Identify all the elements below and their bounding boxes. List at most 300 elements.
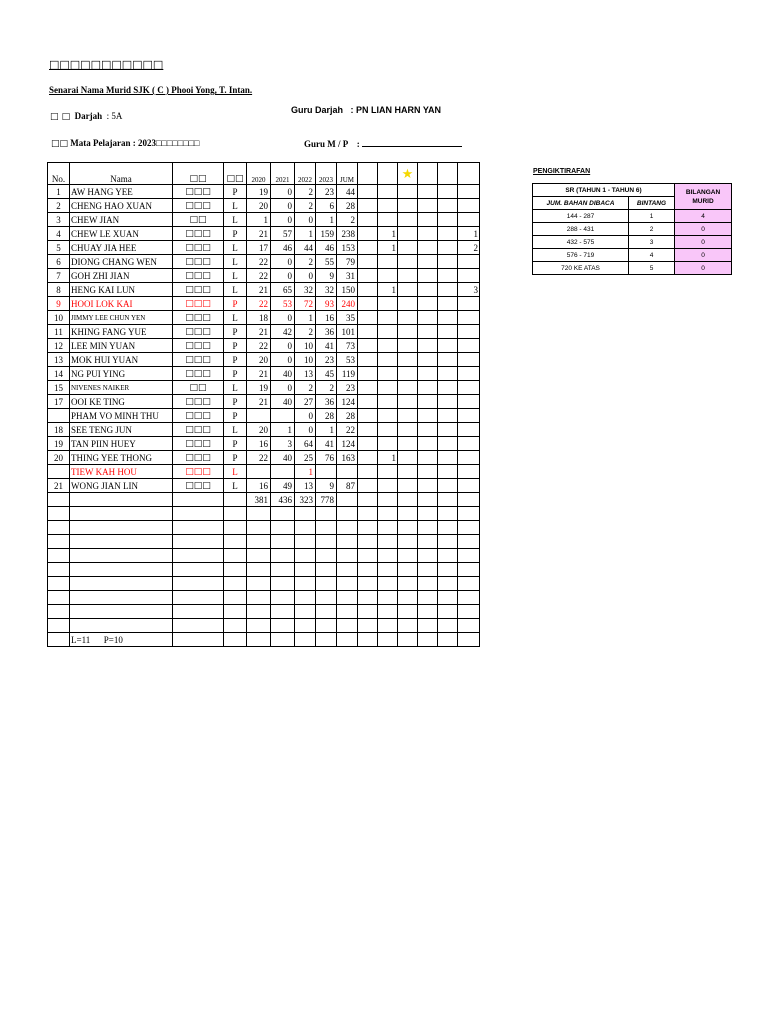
table-row xyxy=(48,255,480,269)
blank-cell xyxy=(358,199,378,213)
student-chinese-name: □□□ xyxy=(173,283,224,297)
blank-cell xyxy=(358,185,378,199)
guru-darjah-label: Guru Darjah xyxy=(291,105,344,115)
header-blank-3 xyxy=(418,163,438,185)
flag-cell-1 xyxy=(378,297,398,311)
score-2022: 0 xyxy=(295,269,316,283)
blank-cell xyxy=(438,577,458,591)
header-blank-2 xyxy=(378,163,398,185)
score-jum: 73 xyxy=(337,339,358,353)
blank-cell xyxy=(358,255,378,269)
blank-cell xyxy=(48,493,70,507)
blank-cell xyxy=(418,339,438,353)
score-2020: 22 xyxy=(247,451,271,465)
header-blank-5 xyxy=(458,163,480,185)
table-row xyxy=(48,199,480,213)
score-2022: 2 xyxy=(295,199,316,213)
flag-cell-2 xyxy=(458,325,480,339)
score-2023: 46 xyxy=(316,241,337,255)
student-sex: L xyxy=(224,283,247,297)
totals-row xyxy=(48,493,480,507)
score-2021: 0 xyxy=(271,213,295,227)
table-row xyxy=(48,395,480,409)
blank-cell xyxy=(295,605,316,619)
blank-cell xyxy=(438,325,458,339)
student-chinese-name: □□□ xyxy=(173,255,224,269)
blank-cell xyxy=(438,199,458,213)
blank-cell xyxy=(224,507,247,521)
score-2023: 23 xyxy=(316,353,337,367)
blank-cell xyxy=(418,395,438,409)
header-2022: 2022 xyxy=(295,163,316,185)
table-row xyxy=(48,297,480,311)
student-chinese-name: □□□ xyxy=(173,339,224,353)
blank-cell xyxy=(358,437,378,451)
header-blank-1 xyxy=(358,163,378,185)
blank-cell xyxy=(173,591,224,605)
blank-cell xyxy=(418,227,438,241)
flag-cell-1 xyxy=(378,395,398,409)
score-2022: 0 xyxy=(295,213,316,227)
blank-cell xyxy=(438,619,458,633)
score-2020: 21 xyxy=(247,367,271,381)
darjah-row xyxy=(50,111,122,122)
score-2022: 0 xyxy=(295,423,316,437)
flag-cell-1 xyxy=(378,213,398,227)
pengiktirafan-bintang: 3 xyxy=(629,236,675,249)
blank-cell xyxy=(398,563,418,577)
blank-cell xyxy=(337,549,358,563)
student-no: 6 xyxy=(48,255,70,269)
table-row xyxy=(48,269,480,283)
student-no: 10 xyxy=(48,311,70,325)
blank-cell xyxy=(224,521,247,535)
score-2021 xyxy=(271,465,295,479)
blank-cell xyxy=(358,423,378,437)
blank-cell xyxy=(358,311,378,325)
score-2023: 23 xyxy=(316,185,337,199)
student-name: HOOI LOK KAI xyxy=(70,297,173,311)
guru-darjah xyxy=(291,105,441,115)
header-no: No. xyxy=(48,163,70,185)
blank-cell xyxy=(418,325,438,339)
flag-cell-2: 1 xyxy=(458,227,480,241)
score-jum: 153 xyxy=(337,241,358,255)
student-name: DIONG CHANG WEN xyxy=(70,255,173,269)
blank-cell xyxy=(398,493,418,507)
pengiktirafan-bilangan: 0 xyxy=(675,249,732,262)
student-no: 5 xyxy=(48,241,70,255)
blank-cell xyxy=(48,549,70,563)
blank-cell xyxy=(418,423,438,437)
blank-cell xyxy=(438,227,458,241)
score-2021: 40 xyxy=(271,451,295,465)
table-row xyxy=(48,213,480,227)
score-2023: 41 xyxy=(316,437,337,451)
score-2021: 40 xyxy=(271,367,295,381)
blank-cell xyxy=(224,535,247,549)
blank-cell xyxy=(48,507,70,521)
header-jum: JUM xyxy=(337,163,358,185)
flag-cell-1 xyxy=(378,353,398,367)
blank-cell xyxy=(398,367,418,381)
score-2021: 49 xyxy=(271,479,295,493)
pengiktirafan-col-bintang: BINTANG xyxy=(629,197,675,210)
blank-cell xyxy=(48,591,70,605)
pengiktirafan-range: 432 - 575 xyxy=(533,236,629,249)
score-jum: 87 xyxy=(337,479,358,493)
score-2022: 1 xyxy=(295,311,316,325)
student-sex: P xyxy=(224,227,247,241)
total-y2021: 436 xyxy=(271,493,295,507)
header-2021: 2021 xyxy=(271,163,295,185)
blank-cell xyxy=(337,493,358,507)
empty-row xyxy=(48,563,480,577)
blank-cell xyxy=(358,339,378,353)
score-2020: 17 xyxy=(247,241,271,255)
student-chinese-name: □□□ xyxy=(173,325,224,339)
blank-cell xyxy=(378,605,398,619)
blank-cell xyxy=(418,619,438,633)
score-2023: 93 xyxy=(316,297,337,311)
pengiktirafan-bintang: 1 xyxy=(629,210,675,223)
student-no: 19 xyxy=(48,437,70,451)
blank-cell xyxy=(295,619,316,633)
pengiktirafan-title: PENGIKTIRAFAN xyxy=(533,168,591,175)
flag-cell-2 xyxy=(458,311,480,325)
empty-row xyxy=(48,619,480,633)
blank-cell xyxy=(70,563,173,577)
blank-cell xyxy=(316,563,337,577)
blank-cell xyxy=(70,619,173,633)
student-no: 14 xyxy=(48,367,70,381)
flag-cell-1 xyxy=(378,381,398,395)
student-sex: P xyxy=(224,409,247,423)
flag-cell-2: 2 xyxy=(458,241,480,255)
score-jum: 28 xyxy=(337,199,358,213)
blank-cell xyxy=(271,633,295,647)
blank-cell xyxy=(418,633,438,647)
score-2023: 76 xyxy=(316,451,337,465)
blank-cell xyxy=(438,255,458,269)
blank-cell xyxy=(438,353,458,367)
score-2021: 0 xyxy=(271,255,295,269)
pengiktirafan-range: 576 - 719 xyxy=(533,249,629,262)
blank-cell xyxy=(224,493,247,507)
pengiktirafan-range: 720 KE ATAS xyxy=(533,262,629,275)
student-sex: L xyxy=(224,255,247,269)
student-name: WONG JIAN LIN xyxy=(70,479,173,493)
blank-cell xyxy=(438,591,458,605)
blank-cell xyxy=(247,521,271,535)
blank-cell xyxy=(438,185,458,199)
score-2020: 21 xyxy=(247,283,271,297)
student-sex: L xyxy=(224,269,247,283)
blank-cell xyxy=(271,619,295,633)
blank-cell xyxy=(247,563,271,577)
empty-row xyxy=(48,521,480,535)
score-jum: 2 xyxy=(337,213,358,227)
blank-cell xyxy=(418,283,438,297)
table-header-row xyxy=(48,163,480,185)
blank-cell xyxy=(70,535,173,549)
blank-cell xyxy=(224,633,247,647)
blank-cell xyxy=(458,507,480,521)
student-chinese-name: □□□ xyxy=(173,185,224,199)
guru-mp-label: Guru M / P xyxy=(304,139,348,149)
flag-cell-1 xyxy=(378,465,398,479)
score-2020: 19 xyxy=(247,185,271,199)
flag-cell-2 xyxy=(458,255,480,269)
blank-cell xyxy=(224,563,247,577)
student-sex: L xyxy=(224,199,247,213)
blank-cell xyxy=(358,507,378,521)
score-2021: 65 xyxy=(271,283,295,297)
blank-cell xyxy=(70,493,173,507)
blank-cell xyxy=(418,577,438,591)
blank-cell xyxy=(358,619,378,633)
student-chinese-name: □□□ xyxy=(173,199,224,213)
student-sex: L xyxy=(224,465,247,479)
student-name: THING YEE THONG xyxy=(70,451,173,465)
blank-cell xyxy=(398,521,418,535)
score-jum: 23 xyxy=(337,381,358,395)
blank-cell xyxy=(418,311,438,325)
flag-cell-2 xyxy=(458,423,480,437)
pengiktirafan-row xyxy=(533,223,732,236)
flag-cell-2 xyxy=(458,185,480,199)
student-sex: P xyxy=(224,185,247,199)
flag-cell-2 xyxy=(458,339,480,353)
flag-cell-1 xyxy=(378,409,398,423)
blank-cell xyxy=(418,409,438,423)
student-sex: P xyxy=(224,451,247,465)
student-sex: P xyxy=(224,353,247,367)
blank-cell xyxy=(438,605,458,619)
guru-mp xyxy=(304,138,462,149)
blank-cell xyxy=(247,549,271,563)
flag-cell-2 xyxy=(458,353,480,367)
blank-cell xyxy=(398,577,418,591)
blank-cell xyxy=(458,549,480,563)
flag-cell-2 xyxy=(458,381,480,395)
score-2022: 2 xyxy=(295,325,316,339)
student-no: 18 xyxy=(48,423,70,437)
blank-cell xyxy=(378,521,398,535)
score-2021: 0 xyxy=(271,353,295,367)
student-chinese-name: □□□ xyxy=(173,465,224,479)
flag-cell-1 xyxy=(378,423,398,437)
blank-cell xyxy=(398,241,418,255)
student-name: CHEW LE XUAN xyxy=(70,227,173,241)
student-name: TIEW KAH HOU xyxy=(70,465,173,479)
score-2020: 21 xyxy=(247,325,271,339)
list-title: Senarai Nama Murid SJK ( C ) Phooi Yong, T. Intan. xyxy=(49,85,253,95)
blank-cell xyxy=(358,465,378,479)
student-name: AW HANG YEE xyxy=(70,185,173,199)
flag-cell-2 xyxy=(458,213,480,227)
blank-cell xyxy=(48,605,70,619)
flag-cell-2 xyxy=(458,451,480,465)
score-jum: 53 xyxy=(337,353,358,367)
score-2020: 21 xyxy=(247,227,271,241)
blank-cell xyxy=(458,619,480,633)
blank-cell xyxy=(173,549,224,563)
blank-cell xyxy=(70,507,173,521)
blank-cell xyxy=(295,563,316,577)
blank-cell xyxy=(271,521,295,535)
blank-cell xyxy=(458,535,480,549)
total-y2023: 778 xyxy=(316,493,337,507)
pengiktirafan-row xyxy=(533,236,732,249)
pengiktirafan-bilangan: 4 xyxy=(675,210,732,223)
blank-cell xyxy=(418,213,438,227)
score-2023: 9 xyxy=(316,479,337,493)
flag-cell-1: 1 xyxy=(378,241,398,255)
pengiktirafan-bintang: 4 xyxy=(629,249,675,262)
student-no: 3 xyxy=(48,213,70,227)
blank-cell xyxy=(438,311,458,325)
student-name: CHENG HAO XUAN xyxy=(70,199,173,213)
pengiktirafan-range: 144 - 287 xyxy=(533,210,629,223)
blank-cell xyxy=(224,549,247,563)
flag-cell-1 xyxy=(378,185,398,199)
score-2022: 32 xyxy=(295,283,316,297)
student-no: 13 xyxy=(48,353,70,367)
blank-cell xyxy=(358,269,378,283)
student-no xyxy=(48,409,70,423)
score-2020: 16 xyxy=(247,437,271,451)
blank-cell xyxy=(271,605,295,619)
blank-cell xyxy=(398,255,418,269)
blank-cell xyxy=(173,605,224,619)
blank-cell xyxy=(458,563,480,577)
score-2020: 22 xyxy=(247,297,271,311)
blank-cell xyxy=(173,521,224,535)
blank-cell xyxy=(48,535,70,549)
blank-cell xyxy=(358,605,378,619)
flag-cell-1: 1 xyxy=(378,227,398,241)
student-sex: P xyxy=(224,325,247,339)
blank-cell xyxy=(173,619,224,633)
blank-cell xyxy=(418,269,438,283)
table-row xyxy=(48,227,480,241)
flag-cell-2: 3 xyxy=(458,283,480,297)
score-2023: 45 xyxy=(316,367,337,381)
blank-cell xyxy=(70,577,173,591)
score-2020: 20 xyxy=(247,423,271,437)
score-jum: 31 xyxy=(337,269,358,283)
blank-cell xyxy=(358,409,378,423)
pengiktirafan-bilangan: 0 xyxy=(675,236,732,249)
blank-cell xyxy=(418,255,438,269)
blank-cell xyxy=(438,549,458,563)
flag-cell-1 xyxy=(378,269,398,283)
flag-cell-2 xyxy=(458,395,480,409)
pengiktirafan-bilangan: 0 xyxy=(675,223,732,236)
score-jum: 35 xyxy=(337,311,358,325)
blank-cell xyxy=(378,563,398,577)
score-jum: 238 xyxy=(337,227,358,241)
pengiktirafan-bintang: 2 xyxy=(629,223,675,236)
flag-cell-1: 1 xyxy=(378,451,398,465)
subject-row xyxy=(51,138,199,149)
blank-cell xyxy=(398,339,418,353)
pengiktirafan-header-bilangan: BILANGAN MURID xyxy=(675,184,732,210)
blank-cell xyxy=(70,605,173,619)
blank-cell xyxy=(70,549,173,563)
score-2020: 21 xyxy=(247,395,271,409)
blank-cell xyxy=(358,633,378,647)
student-chinese-name: □□□ xyxy=(173,367,224,381)
score-2020: 22 xyxy=(247,255,271,269)
score-2023 xyxy=(316,465,337,479)
blank-cell xyxy=(295,633,316,647)
blank-cell xyxy=(398,549,418,563)
student-name: GOH ZHI JIAN xyxy=(70,269,173,283)
flag-cell-1 xyxy=(378,479,398,493)
pengiktirafan-col-jum: JUM. BAHAN DIBACA xyxy=(533,197,629,210)
score-2020: 20 xyxy=(247,199,271,213)
flag-cell-1 xyxy=(378,339,398,353)
score-2022: 64 xyxy=(295,437,316,451)
student-name: JIMMY LEE CHUN YEN xyxy=(70,311,173,325)
student-sex: P xyxy=(224,367,247,381)
header-2020: 2020 xyxy=(247,163,271,185)
blank-cell xyxy=(70,521,173,535)
score-2020: 18 xyxy=(247,311,271,325)
blank-cell xyxy=(418,549,438,563)
student-no: 2 xyxy=(48,199,70,213)
header-star-cell xyxy=(398,163,418,185)
blank-cell xyxy=(418,381,438,395)
score-2023: 41 xyxy=(316,339,337,353)
darjah-value: : 5A xyxy=(106,111,123,121)
blank-cell xyxy=(418,185,438,199)
score-2020 xyxy=(247,409,271,423)
blank-cell xyxy=(438,297,458,311)
student-chinese-name: □□ xyxy=(173,381,224,395)
student-chinese-name: □□□ xyxy=(173,437,224,451)
blank-cell xyxy=(358,521,378,535)
table-row xyxy=(48,437,480,451)
student-chinese-name: □□□ xyxy=(173,241,224,255)
blank-cell xyxy=(337,605,358,619)
blank-cell xyxy=(438,409,458,423)
blank-cell xyxy=(337,591,358,605)
score-2020: 20 xyxy=(247,353,271,367)
score-jum: 44 xyxy=(337,185,358,199)
blank-cell xyxy=(48,633,70,647)
pengiktirafan-row xyxy=(533,249,732,262)
table-row xyxy=(48,465,480,479)
blank-cell xyxy=(224,591,247,605)
student-chinese-name: □□□ xyxy=(173,409,224,423)
blank-cell xyxy=(358,535,378,549)
table-row xyxy=(48,311,480,325)
blank-cell xyxy=(438,521,458,535)
student-name: SEE TENG JUN xyxy=(70,423,173,437)
score-2022: 2 xyxy=(295,381,316,395)
student-no: 20 xyxy=(48,451,70,465)
flag-cell-1: 1 xyxy=(378,283,398,297)
subject-label: Mata Pelajaran : 2023□□□□□□□□ xyxy=(70,138,200,148)
student-name: MOK HUI YUAN xyxy=(70,353,173,367)
score-2022: 13 xyxy=(295,367,316,381)
score-2021: 0 xyxy=(271,381,295,395)
blank-cell xyxy=(358,395,378,409)
table-row xyxy=(48,451,480,465)
